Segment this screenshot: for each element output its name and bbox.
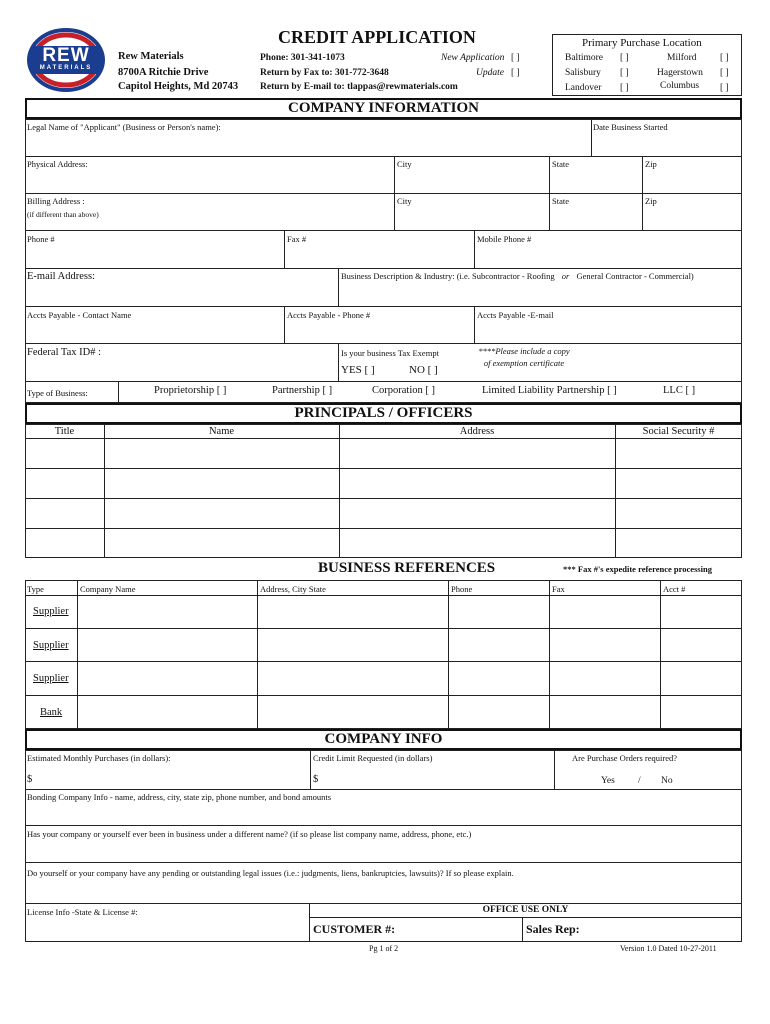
location-landover: Landover: [565, 83, 602, 93]
principal-row[interactable]: [26, 439, 741, 467]
type-of-business-label: Type of Business:: [27, 388, 88, 398]
legal-issues-field[interactable]: Do yourself or your company have any pending or outstanding legal issues (i.e.: judgments, liens, bankruptcies, lawsuits)? If so please explain.: [27, 868, 514, 878]
business-type-llp[interactable]: Limited Liability Partnership [ ]: [482, 385, 617, 396]
page-title: CREDIT APPLICATION: [278, 27, 476, 47]
update-checkbox[interactable]: [ ]: [511, 68, 520, 78]
ap-phone-field[interactable]: Accts Payable - Phone #: [287, 310, 371, 320]
principals-col-ssn: Social Security #: [642, 426, 715, 437]
ap-contact-field[interactable]: Accts Payable - Contact Name: [27, 310, 132, 320]
reference-type-bank: Bank: [40, 707, 63, 718]
reference-row[interactable]: [78, 696, 741, 728]
reference-row[interactable]: [78, 629, 741, 660]
contact-fax: Return by Fax to: 301-772-3648: [260, 68, 389, 78]
version-label: Version 1.0 Dated 10-27-2011: [620, 944, 717, 953]
company-address-2: Capitol Heights, Md 20743: [118, 81, 239, 92]
legal-name-field[interactable]: Legal Name of "Applicant" (Business or Person's name):: [27, 122, 221, 132]
update-label: Update: [476, 68, 504, 78]
company-name: Rew Materials: [118, 51, 184, 62]
principal-row[interactable]: [26, 499, 741, 527]
office-use-label: OFFICE USE ONLY: [482, 905, 569, 915]
phone-field[interactable]: Phone #: [27, 234, 55, 244]
tax-exempt-yes[interactable]: YES [ ]: [341, 364, 375, 376]
billing-city-field[interactable]: City: [397, 196, 412, 206]
business-type-partnership[interactable]: Partnership [ ]: [272, 385, 333, 396]
reference-row[interactable]: [78, 662, 741, 694]
bonding-info-field[interactable]: Bonding Company Info - name, address, city, state zip, phone number, and bond amounts: [27, 792, 332, 802]
physical-city-field[interactable]: City: [397, 159, 412, 169]
credit-limit-label: Credit Limit Requested (in dollars): [313, 753, 433, 763]
po-required-yes[interactable]: Yes: [601, 776, 615, 786]
logo-text: REW: [42, 45, 90, 66]
principals-col-title: Title: [54, 426, 75, 437]
mobile-phone-field[interactable]: Mobile Phone #: [477, 234, 532, 244]
section-company-information-title: COMPANY INFORMATION: [288, 100, 479, 116]
business-description-field[interactable]: [341, 271, 694, 281]
po-required-slash: /: [638, 776, 641, 786]
company-address-1: 8700A Ritchie Drive: [118, 67, 209, 78]
location-baltimore-checkbox[interactable]: [ ]: [620, 53, 629, 63]
principals-col-address: Address: [459, 426, 495, 437]
references-col-acct: Acct #: [663, 584, 686, 594]
customer-number-field[interactable]: CUSTOMER #:: [313, 922, 396, 936]
billing-address-field[interactable]: Billing Address :: [27, 196, 85, 206]
location-columbus: Columbus: [660, 81, 700, 91]
company-information-grid: [25, 119, 742, 403]
principals-col-name: Name: [208, 426, 235, 437]
business-description-label-2: General Contractor - Commercial): [576, 271, 694, 281]
references-col-company: Company Name: [80, 584, 136, 594]
location-hagerstown-checkbox[interactable]: [ ]: [720, 68, 729, 78]
location-milford: Milford: [667, 53, 697, 63]
references-col-phone: Phone: [451, 584, 473, 594]
location-salisbury-checkbox[interactable]: [ ]: [620, 68, 629, 78]
logo-subtext: MATERIALS: [39, 65, 93, 71]
page-number: Pg 1 of 2: [369, 944, 399, 953]
new-application-checkbox[interactable]: [ ]: [511, 53, 520, 63]
other-name-field[interactable]: Has your company or yourself ever been in business under a different name? (if so please list company name, address, phone, etc.): [27, 829, 472, 839]
section-company-info: [25, 729, 742, 750]
section-company-info-title: COMPANY INFO: [324, 731, 443, 747]
billing-note: (if different than above): [27, 210, 99, 219]
references-col-fax: Fax: [552, 584, 565, 594]
tax-exempt-label: Is your business Tax Exempt: [341, 348, 439, 358]
tax-exempt-no[interactable]: NO [ ]: [409, 364, 438, 376]
physical-address-field[interactable]: Physical Address:: [27, 159, 88, 169]
location-columbus-checkbox[interactable]: [ ]: [720, 83, 729, 93]
references-col-address: Address, City State: [260, 584, 326, 594]
reference-row[interactable]: [78, 596, 741, 627]
billing-zip-field[interactable]: Zip: [645, 196, 657, 206]
location-landover-checkbox[interactable]: [ ]: [620, 83, 629, 93]
fax-field[interactable]: Fax #: [287, 234, 307, 244]
date-started-field[interactable]: Date Business Started: [593, 122, 668, 132]
monthly-purchases-label: Estimated Monthly Purchases (in dollars):: [27, 753, 171, 763]
contact-phone: Phone: 301-341-1073: [260, 53, 345, 63]
business-description-label: Business Description & Industry: (i.e. Subcontractor - Roofing: [341, 271, 555, 281]
business-type-proprietorship[interactable]: Proprietorship [ ]: [154, 385, 227, 396]
principal-row[interactable]: [26, 469, 741, 497]
reference-type-supplier-1: Supplier: [33, 606, 69, 617]
principal-row[interactable]: [26, 529, 741, 557]
physical-state-field[interactable]: State: [552, 159, 569, 169]
reference-type-supplier-3: Supplier: [33, 673, 69, 684]
federal-tax-id-field[interactable]: Federal Tax ID# :: [27, 347, 102, 358]
ap-email-field[interactable]: Accts Payable -E-mail: [477, 310, 554, 320]
purchase-location-title: Primary Purchase Location: [582, 37, 702, 49]
email-field[interactable]: E-mail Address:: [27, 271, 95, 282]
location-baltimore: Baltimore: [565, 53, 603, 63]
references-col-type: Type: [27, 584, 44, 594]
new-application-label: New Application: [441, 53, 505, 63]
monthly-purchases-field[interactable]: $: [27, 774, 33, 785]
business-description-or: or: [561, 271, 570, 281]
location-salisbury: Salisbury: [565, 68, 601, 78]
business-type-corporation[interactable]: Corporation [ ]: [372, 385, 435, 396]
physical-zip-field[interactable]: Zip: [645, 159, 657, 169]
po-required-no[interactable]: No: [661, 776, 673, 786]
reference-type-supplier-2: Supplier: [33, 640, 69, 651]
contact-email: Return by E-mail to: tlappas@rewmaterials.com: [260, 82, 458, 92]
references-fax-note: *** Fax #'s expedite reference processing: [563, 564, 712, 574]
section-principals-title: PRINCIPALS / OFFICERS: [294, 405, 473, 421]
sales-rep-field[interactable]: Sales Rep:: [526, 922, 580, 936]
section-company-information: [25, 98, 742, 119]
location-hagerstown: Hagerstown: [657, 68, 703, 78]
exemption-note: ****Please include a copy of exemption certificate: [478, 346, 570, 368]
credit-limit-field[interactable]: $: [313, 774, 319, 785]
business-type-llc[interactable]: LLC [ ]: [663, 385, 696, 396]
license-info-field[interactable]: License Info -State & License #:: [27, 907, 138, 917]
section-principals: [25, 403, 742, 424]
po-required-label: Are Purchase Orders required?: [572, 753, 678, 763]
location-milford-checkbox[interactable]: [ ]: [720, 53, 729, 63]
section-business-references: [25, 558, 742, 580]
company-logo: [27, 28, 105, 92]
section-business-references-title: BUSINESS REFERENCES: [318, 560, 496, 576]
billing-state-field[interactable]: State: [552, 196, 569, 206]
